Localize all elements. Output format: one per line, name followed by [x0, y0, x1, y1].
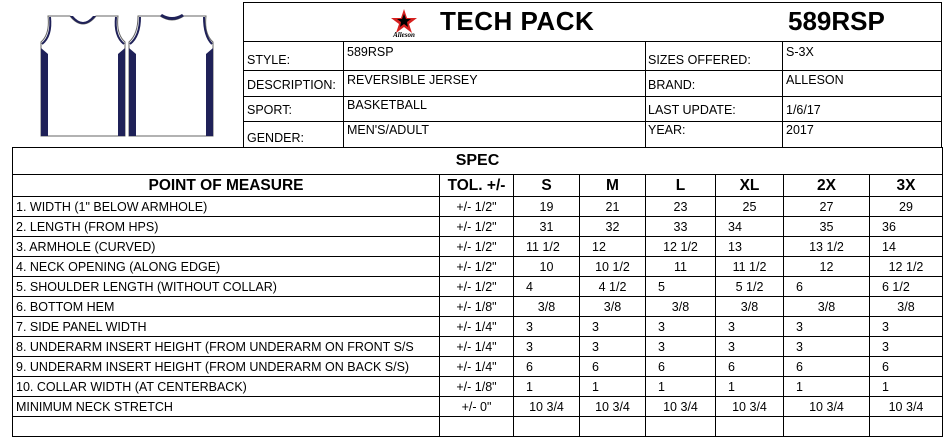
jersey-back: [129, 14, 213, 136]
size-value-cell: 21: [580, 197, 646, 217]
tolerance-cell: +/- 1/2": [440, 277, 514, 297]
tolerance-cell: +/- 1/2": [440, 237, 514, 257]
header-divider: [243, 2, 244, 147]
col-header-size: XL: [716, 175, 784, 197]
table-row: [13, 277, 943, 297]
gender-label: GENDER:: [247, 131, 304, 145]
size-value-cell: 3: [870, 317, 943, 337]
col-header-size: S: [514, 175, 580, 197]
table-row: [13, 377, 943, 397]
size-value-cell: 10 3/4: [580, 397, 646, 417]
spec-title: SPEC: [13, 148, 943, 175]
size-value-cell: 12 1/2: [646, 237, 716, 257]
info-col-rule: [343, 41, 344, 147]
point-of-measure-cell: 7. SIDE PANEL WIDTH: [13, 317, 440, 337]
table-row: [13, 257, 943, 277]
size-value-cell: [514, 417, 580, 437]
size-value-cell: 12 1/2: [870, 257, 943, 277]
size-value-cell: 4 1/2: [580, 277, 646, 297]
size-value-cell: 14: [870, 237, 943, 257]
size-value-cell: 3/8: [784, 297, 870, 317]
size-value-cell: 6: [784, 357, 870, 377]
col-header-pom: POINT OF MEASURE: [13, 175, 440, 197]
point-of-measure-cell: 2. LENGTH (FROM HPS): [13, 217, 440, 237]
spec-title-row: [13, 148, 943, 175]
size-value-cell: 36: [870, 217, 943, 237]
size-value-cell: 1: [580, 377, 646, 397]
size-value-cell: 34: [716, 217, 784, 237]
size-value-cell: 6 1/2: [870, 277, 943, 297]
size-value-cell: 4: [514, 277, 580, 297]
point-of-measure-cell: 9. UNDERARM INSERT HEIGHT (FROM UNDERARM ON BACK S/S): [13, 357, 440, 377]
last-update-label: LAST UPDATE:: [648, 103, 736, 117]
description-label: DESCRIPTION:: [247, 78, 336, 92]
alleson-logo: [383, 8, 425, 38]
size-value-cell: 6: [784, 277, 870, 297]
size-value-cell: 10 3/4: [870, 397, 943, 417]
size-value-cell: 3/8: [870, 297, 943, 317]
size-value-cell: [580, 417, 646, 437]
point-of-measure-cell: 1. WIDTH (1" BELOW ARMHOLE): [13, 197, 440, 217]
sizes-label: SIZES OFFERED:: [648, 53, 751, 67]
size-value-cell: 25: [716, 197, 784, 217]
tolerance-cell: +/- 1/2": [440, 197, 514, 217]
tolerance-cell: +/- 1/4": [440, 317, 514, 337]
size-value-cell: 6: [514, 357, 580, 377]
jersey-front: [41, 16, 125, 136]
table-row: [13, 357, 943, 377]
size-value-cell: 32: [580, 217, 646, 237]
info-row-rule: [243, 70, 942, 71]
spec-header-row: [13, 175, 943, 197]
point-of-measure-cell: 4. NECK OPENING (ALONG EDGE): [13, 257, 440, 277]
size-value-cell: 10: [514, 257, 580, 277]
header-title-rule: [243, 41, 942, 42]
info-col-rule: [645, 41, 646, 147]
gender-value: MEN'S/ADULT: [347, 123, 430, 137]
year-label: YEAR:: [648, 123, 686, 137]
table-row: [13, 197, 943, 217]
tolerance-cell: +/- 1/2": [440, 257, 514, 277]
brand-value: ALLESON: [786, 73, 844, 87]
size-value-cell: [646, 417, 716, 437]
size-value-cell: 3/8: [646, 297, 716, 317]
size-value-cell: 3: [716, 337, 784, 357]
size-value-cell: 12: [784, 257, 870, 277]
style-label: STYLE:: [247, 53, 291, 67]
tolerance-cell: +/- 0": [440, 397, 514, 417]
size-value-cell: 1: [646, 377, 716, 397]
info-row-rule: [243, 121, 942, 122]
size-value-cell: 12: [580, 237, 646, 257]
size-value-cell: 10 3/4: [784, 397, 870, 417]
size-value-cell: 3: [870, 337, 943, 357]
tolerance-cell: [440, 417, 514, 437]
col-header-size: 3X: [870, 175, 943, 197]
size-value-cell: 3: [646, 317, 716, 337]
svg-text:Alleson: Alleson: [393, 31, 415, 38]
size-value-cell: 1: [716, 377, 784, 397]
point-of-measure-cell: [13, 417, 440, 437]
description-value: REVERSIBLE JERSEY: [347, 73, 478, 87]
info-row-rule: [243, 96, 942, 97]
size-value-cell: 13: [716, 237, 784, 257]
table-row: [13, 317, 943, 337]
size-value-cell: 5: [646, 277, 716, 297]
size-value-cell: 10 3/4: [646, 397, 716, 417]
last-update-value: 1/6/17: [786, 103, 821, 117]
tolerance-cell: +/- 1/2": [440, 217, 514, 237]
size-value-cell: 3/8: [580, 297, 646, 317]
size-value-cell: 10 1/2: [580, 257, 646, 277]
col-header-size: L: [646, 175, 716, 197]
table-row: [13, 417, 943, 437]
size-value-cell: 33: [646, 217, 716, 237]
size-value-cell: 3: [784, 317, 870, 337]
header-top-border: [243, 2, 942, 3]
size-value-cell: 6: [580, 357, 646, 377]
size-value-cell: 10 3/4: [514, 397, 580, 417]
size-value-cell: 1: [784, 377, 870, 397]
size-value-cell: 29: [870, 197, 943, 217]
size-value-cell: 6: [716, 357, 784, 377]
tolerance-cell: +/- 1/4": [440, 337, 514, 357]
col-header-tol: TOL. +/-: [440, 175, 514, 197]
col-header-size: M: [580, 175, 646, 197]
spec-table: [12, 147, 943, 437]
brand-label: BRAND:: [648, 78, 696, 92]
size-value-cell: 11: [646, 257, 716, 277]
point-of-measure-cell: 3. ARMHOLE (CURVED): [13, 237, 440, 257]
size-value-cell: 3: [716, 317, 784, 337]
info-col-rule: [782, 41, 783, 147]
col-header-size: 2X: [784, 175, 870, 197]
tolerance-cell: +/- 1/8": [440, 377, 514, 397]
sport-value: BASKETBALL: [347, 98, 427, 112]
table-row: [13, 297, 943, 317]
jersey-front-back-svg: [12, 2, 244, 147]
size-value-cell: 31: [514, 217, 580, 237]
size-value-cell: 3/8: [514, 297, 580, 317]
size-value-cell: 3: [514, 317, 580, 337]
tolerance-cell: +/- 1/8": [440, 297, 514, 317]
table-row: [13, 217, 943, 237]
size-value-cell: 1: [870, 377, 943, 397]
size-value-cell: 1: [514, 377, 580, 397]
size-value-cell: 6: [870, 357, 943, 377]
alleson-logo-icon: [383, 8, 425, 38]
sport-label: SPORT:: [247, 103, 292, 117]
size-value-cell: 11 1/2: [514, 237, 580, 257]
sizes-value: S-3X: [786, 45, 814, 59]
size-value-cell: 3/8: [716, 297, 784, 317]
jersey-illustration: [12, 2, 244, 147]
year-value: 2017: [786, 123, 814, 137]
size-value-cell: 3: [580, 317, 646, 337]
size-value-cell: 19: [514, 197, 580, 217]
size-value-cell: 13 1/2: [784, 237, 870, 257]
point-of-measure-cell: 10. COLLAR WIDTH (AT CENTERBACK): [13, 377, 440, 397]
size-value-cell: 6: [646, 357, 716, 377]
size-value-cell: 5 1/2: [716, 277, 784, 297]
size-value-cell: [870, 417, 943, 437]
size-value-cell: 35: [784, 217, 870, 237]
table-row: [13, 337, 943, 357]
page-title: TECH PACK: [440, 6, 595, 36]
point-of-measure-cell: 6. BOTTOM HEM: [13, 297, 440, 317]
size-value-cell: 3: [580, 337, 646, 357]
point-of-measure-cell: 8. UNDERARM INSERT HEIGHT (FROM UNDERARM ON FRONT S/S: [13, 337, 440, 357]
point-of-measure-cell: MINIMUM NECK STRETCH: [13, 397, 440, 417]
size-value-cell: [784, 417, 870, 437]
size-value-cell: 27: [784, 197, 870, 217]
size-value-cell: 11 1/2: [716, 257, 784, 277]
table-row: [13, 237, 943, 257]
size-value-cell: 3: [784, 337, 870, 357]
size-value-cell: 3: [514, 337, 580, 357]
size-value-cell: 10 3/4: [716, 397, 784, 417]
header-right-border: [941, 2, 942, 147]
point-of-measure-cell: 5. SHOULDER LENGTH (WITHOUT COLLAR): [13, 277, 440, 297]
size-value-cell: 23: [646, 197, 716, 217]
tolerance-cell: +/- 1/4": [440, 357, 514, 377]
style-value: 589RSP: [347, 45, 394, 59]
size-value-cell: [716, 417, 784, 437]
table-row: [13, 397, 943, 417]
style-code-heading: 589RSP: [788, 6, 885, 36]
size-value-cell: 3: [646, 337, 716, 357]
